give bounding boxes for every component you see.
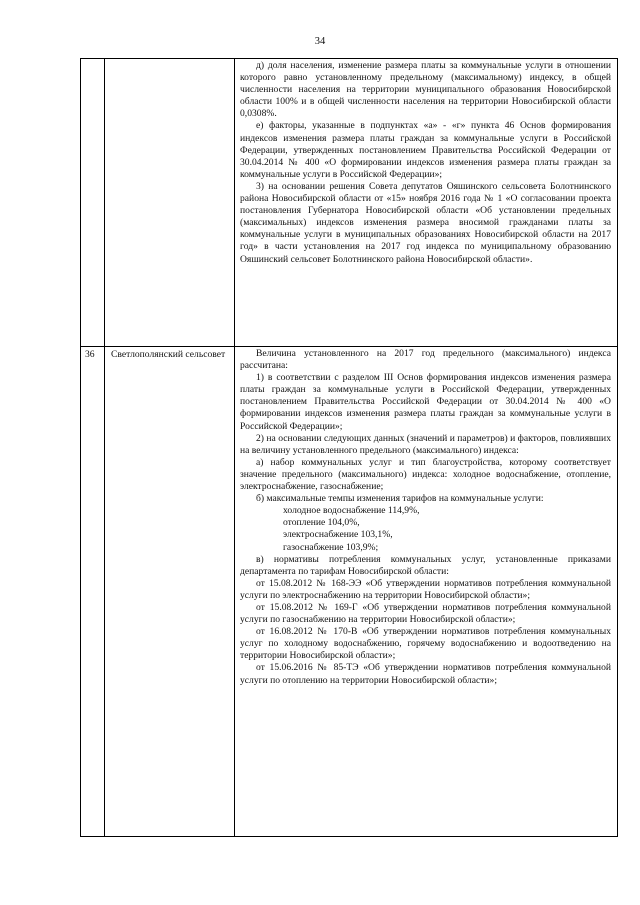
paragraph: Величина установленного на 2017 год предельного (максимального) индекса рассчитана: [240,348,611,372]
municipal-index-table [80,58,618,837]
paragraph: от 15.08.2012 № 168-ЭЭ «Об утверждении нормативов потребления коммунальной услуги по электроснабжению на территории Новосибирской области»; [240,577,611,601]
paragraph: а) набор коммунальных услуг и тип благоустройства, которому соответствует значение предельного (максимального) индекса: холодное водоснабжение, отопление, электроснабжение, газоснабжение; [240,456,611,493]
paragraph: 3) на основании решения Совета депутатов Ояшинского сельсовета Болотнинского района Новосибирской области от «15» ноября 2016 года № 1 «О согласовании проекта постановления Губернатора Новосибирской области «Об установлении предельных (максимальных) индексов изменения размера вносимой гражданами платы за коммунальные услуги в муниципальных образованиях Новосибирской области на 2017 год» в части установления на 2017 год индекса по муниципальному образованию Ояшинский сельсовет Болотнинского района Новосибирской области». [240,180,611,265]
rationale-cell [235,59,618,347]
paragraph: от 15.06.2016 № 85-ТЭ «Об утверждении нормативов потребления коммунальной услуги по отоплению на территории Новосибирской области»; [240,662,611,686]
page-number: 34 [314,36,326,47]
table-row [81,59,618,347]
tariff-line: отопление 104,0%, [283,517,360,529]
paragraph: б) максимальные темпы изменения тарифов на коммунальные услуги: [256,493,544,505]
tariff-line: холодное водоснабжение 114,9%, [283,505,420,517]
table-row [81,347,618,837]
row-number-cell: 36 [81,347,105,837]
municipality-name-cell [105,59,235,347]
paragraph: от 16.08.2012 № 170-В «Об утверждении нормативов потребления коммунальных услуг по холодному водоснабжению, горячему водоснабжению и водоотведению на территории Новосибирской области»; [240,626,611,662]
paragraph: от 15.08.2012 № 169-Г «Об утверждении нормативов потребления коммунальной услуги по газоснабжению на территории Новосибирской области»; [240,601,611,626]
paragraph: в) нормативы потребления коммунальных услуг, установленные приказами департамента по тарифам Новосибирской области: [240,553,611,577]
paragraph: 2) на основании следующих данных (значений и параметров) и факторов, повлиявших на величину установленного предельного (максимального) индекса: [240,432,611,456]
tariff-line: газоснабжение 103,9%; [283,541,379,553]
rationale-cell [235,347,618,837]
tariff-line: электроснабжение 103,1%, [283,529,393,541]
row-number-cell [81,59,105,347]
paragraph: д) доля населения, изменение размера платы за коммунальные услуги в отношении которого равно установленному предельному (максимальному) индексу, в общей численности населения на территории муниципального образования Новосибирской области 100% и в общей численности населения на территории Новосибирской области 0,0308%. [240,60,611,120]
paragraph: е) факторы, указанные в подпунктах «а» - «г» пункта 46 Основ формирования индексов изменения размера платы граждан за коммунальные услуги в Российской Федерации, утвержденных постановлением Правительства Российской Федерации от 30.04.2014 № 400 «О формировании индексов изменения размера платы граждан за коммунальные услуги в Российской Федерации»; [240,120,611,180]
municipality-name-cell: Светлополянский сельсовет [105,347,235,837]
paragraph: 1) в соответствии с разделом III Основ формирования индексов изменения размера платы граждан за коммунальные услуги в Российской Федерации, утвержденных постановлением Правительства Российской Федерации от 30.04.2014 № 400 «О формировании индексов изменения размера платы граждан за коммунальные услуги в Российской Федерации»; [240,372,611,432]
